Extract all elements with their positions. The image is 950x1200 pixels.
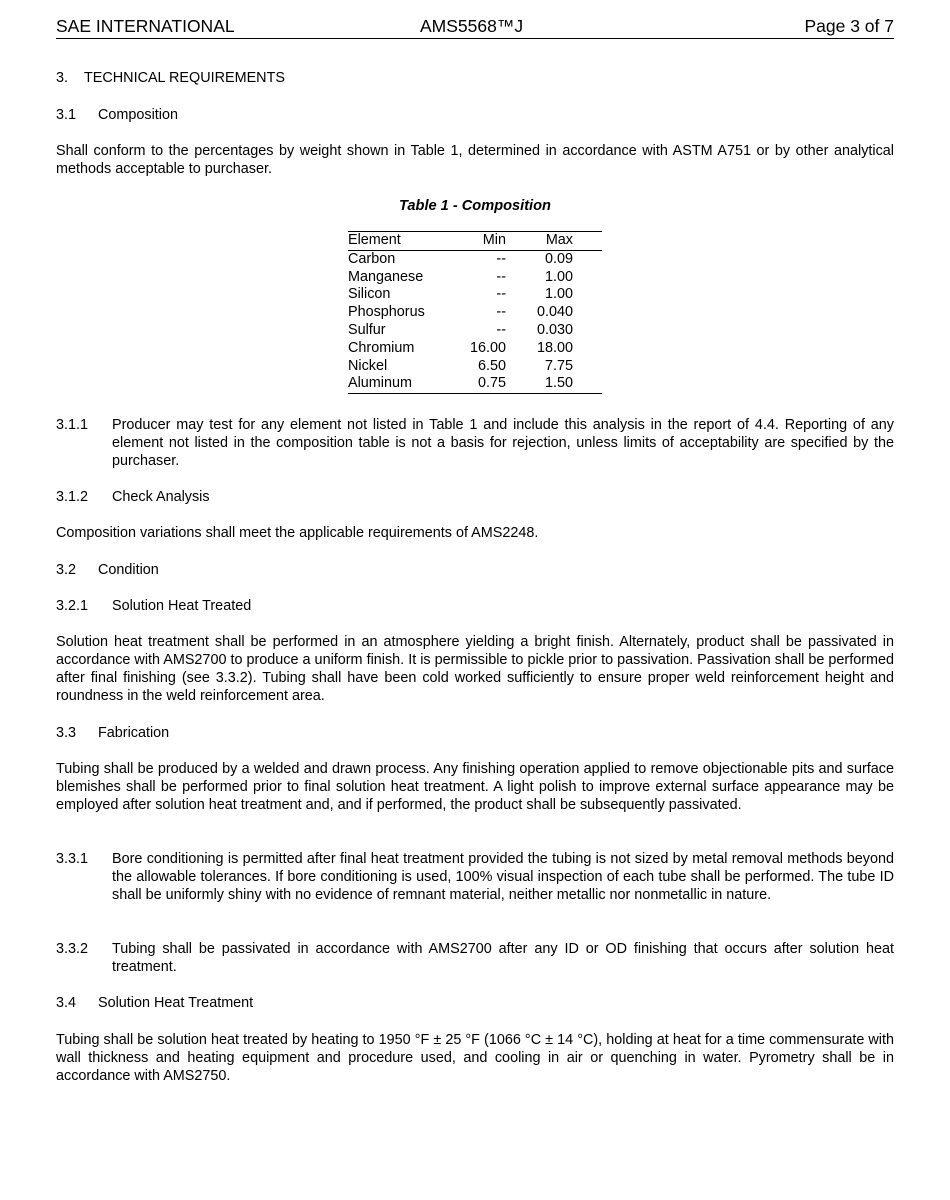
cell-max: 0.030 xyxy=(536,321,573,338)
section-3-2-1-heading xyxy=(56,597,251,615)
cell-min: 6.50 xyxy=(477,357,506,374)
section-text: Tubing shall be passivated in accordance with AMS2700 after any ID or OD finishing that occurs after solution heat treatment. xyxy=(112,941,894,975)
section-3-1-1 xyxy=(56,416,894,470)
cell-max: 0.040 xyxy=(536,304,573,321)
section-3-3-2 xyxy=(56,940,894,976)
section-title: Condition xyxy=(98,562,159,578)
cell-max: 1.00 xyxy=(544,286,573,303)
cell-max: 1.00 xyxy=(544,268,573,285)
header-org: SAE INTERNATIONAL xyxy=(56,16,235,36)
section-3-1-2-text: Composition variations shall meet the applicable requirements of AMS2248. xyxy=(56,525,539,541)
section-number: 3. xyxy=(56,70,69,86)
section-text: Producer may test for any element not listed in Table 1 and include this analysis in the report of 4.4. Reporting of any element not listed in the composition table is not a basis for rejection, unless limits of acceptability are specified by the purchaser. xyxy=(112,417,894,469)
table-row xyxy=(348,286,602,304)
cell-element: Nickel xyxy=(348,357,388,374)
section-number: 3.1.1 xyxy=(56,417,89,433)
cell-element: Silicon xyxy=(348,286,391,303)
section-3-4-heading xyxy=(56,994,253,1012)
section-number: 3.2.1 xyxy=(56,598,89,614)
cell-min: 0.75 xyxy=(477,375,506,392)
table-row xyxy=(348,322,602,340)
cell-max: 7.75 xyxy=(544,357,573,374)
table-row xyxy=(348,250,602,268)
table-row xyxy=(348,375,602,393)
column-header-min: Min xyxy=(482,232,506,248)
cell-element: Aluminum xyxy=(348,375,412,392)
section-number: 3.3.2 xyxy=(56,941,89,957)
section-number: 3.1 xyxy=(56,107,77,123)
table-row xyxy=(348,304,602,322)
cell-element: Phosphorus xyxy=(348,304,425,321)
section-number: 3.3.1 xyxy=(56,851,89,867)
section-number: 3.1.2 xyxy=(56,489,89,505)
cell-max: 18.00 xyxy=(536,339,573,356)
cell-min: -- xyxy=(496,286,506,303)
table-title: Table 1 - Composition xyxy=(399,198,551,214)
section-title: Solution Heat Treatment xyxy=(98,995,254,1011)
table-row xyxy=(348,340,602,358)
table-row xyxy=(348,269,602,287)
section-3-3-heading xyxy=(56,724,169,742)
cell-element: Manganese xyxy=(348,268,424,285)
section-text: Bore conditioning is permitted after final heat treatment provided the tubing is not sized by metal removal methods beyond the allowable tolerances. If bore conditioning is used, 100% visual inspection of each tube shall be performed. The tube ID shall be uniformly shiny with no evidence of remnant material, neither metallic nor nonmetallic in nature. xyxy=(112,851,894,903)
cell-max: 0.09 xyxy=(544,250,573,267)
cell-min: -- xyxy=(496,268,506,285)
page-header xyxy=(56,16,894,39)
section-3-3-text: Tubing shall be produced by a welded and drawn process. Any finishing operation applied to remove objectionable pits and surface blemishes shall be performed prior to final solution heat treatment. A light polish to improve external surface appearance may be employed after solution heat treatment and, and if performed, the product shall be subsequently passivated. xyxy=(56,761,894,813)
section-number: 3.4 xyxy=(56,995,77,1011)
table-row xyxy=(348,358,602,376)
section-title: Solution Heat Treated xyxy=(112,598,252,614)
section-title: TECHNICAL REQUIREMENTS xyxy=(84,70,285,86)
header-page-number: Page 3 of 7 xyxy=(804,16,894,36)
section-3-3-1 xyxy=(56,850,894,922)
section-3-1-heading xyxy=(56,106,178,124)
section-3-4-text: Tubing shall be solution heat treated by heating to 1950 °F ± 25 °F (1066 °C ± 14 °C), holding at heat for a time commensurate with wall thickness and heating equipment and procedure used, and cooling in air or quenching in water. Pyrometry shall be in accordance with AMS2750. xyxy=(56,1032,894,1084)
cell-element: Chromium xyxy=(348,339,415,356)
section-3-heading xyxy=(56,69,285,87)
section-3-1-2-heading xyxy=(56,488,210,506)
column-header-max: Max xyxy=(545,232,573,248)
cell-min: -- xyxy=(496,250,506,267)
section-title: Fabrication xyxy=(98,725,170,741)
section-3-2-1-text: Solution heat treatment shall be performed in an atmosphere yielding a bright finish. Alternately, product shall be passivated in accordance with AMS2700 to produce a uniform finish. It is permissible to pickle prior to passivation. Passivation shall be performed after final finishing (see 3.3.2). Tubing shall have been cold worked sufficiently to ensure proper weld reinforcement height and roundness in the weld reinforcement area. xyxy=(56,634,894,704)
section-title: Composition xyxy=(98,107,178,123)
cell-min: -- xyxy=(496,321,506,338)
section-3-2-heading xyxy=(56,561,159,579)
cell-max: 1.50 xyxy=(544,375,573,392)
cell-element: Sulfur xyxy=(348,321,386,338)
section-title: Check Analysis xyxy=(112,489,210,505)
cell-min: -- xyxy=(496,304,506,321)
cell-element: Carbon xyxy=(348,250,396,267)
section-number: 3.2 xyxy=(56,562,77,578)
header-doc-number: AMS5568™J xyxy=(420,16,524,36)
composition-table xyxy=(348,231,602,394)
cell-min: 16.00 xyxy=(469,339,506,356)
column-header-element: Element xyxy=(348,232,401,248)
section-number: 3.3 xyxy=(56,725,77,741)
table-header-row xyxy=(348,232,602,251)
section-3-1-text: Shall conform to the percentages by weight shown in Table 1, determined in accordance with ASTM A751 or by other analytical methods acceptable to purchaser. xyxy=(56,143,894,177)
